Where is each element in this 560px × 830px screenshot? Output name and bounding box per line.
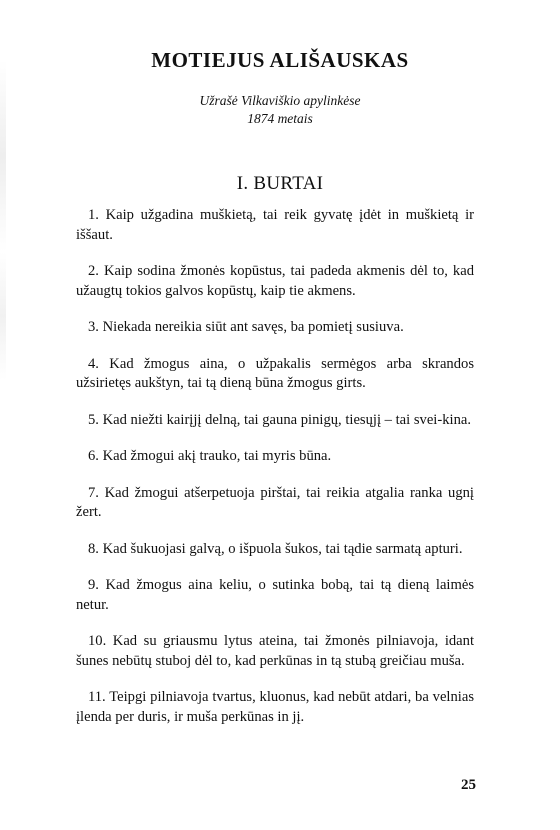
list-item: 3. Niekada nereikia siūt ant savęs, ba pomietį susiuva.: [88, 319, 404, 335]
list-item: 11. Teipgi pilniavoja tvartus, kluonus, kad nebūt atdari, ba velnias įlenda per duris, ir muša perkūnas in jį.: [76, 689, 474, 725]
list-item: 10. Kad su griausmu lytus ateina, tai žmonės pilniavoja, idant šunes nebūtų stuboj dėl to, kad perkūnas in tą stubą greičiau muša.: [76, 633, 474, 669]
subtitle: [0, 92, 560, 128]
section-heading: I. BURTAI: [236, 173, 324, 194]
author-heading: MOTIEJUS ALIŠAUSKAS: [151, 48, 409, 72]
list-item: 8. Kad šukuojasi galvą, o išpuola šukos, tai tądie sarmatą apturi.: [88, 540, 463, 557]
list-item: 4. Kad žmogus aina, o užpakalis sermėgos arba skrandos užsirietęs aukštyn, tai tą dieną būna žmogus girts.: [76, 355, 474, 391]
subtitle-line-2: 1874 metais: [247, 111, 313, 126]
subtitle-line-1: Užrašė Vilkaviškio apylinkėse: [199, 93, 361, 108]
list-item: 5. Kad niežti kairįjį delną, tai gauna pinigų, tiesųjį – tai svei-kina.: [88, 411, 471, 428]
page-number: 25: [461, 777, 476, 793]
list-item: 6. Kad žmogui akį trauko, tai myris būna.: [88, 448, 332, 464]
list-item: 7. Kad žmogui atšerpetuoja pirštai, tai reikia atgalia ranka ugnį žert.: [76, 484, 474, 520]
item-list: [76, 206, 474, 744]
list-item: 2. Kaip sodina žmonės kopūstus, tai padeda akmenis dėl to, kad užaugtų tokios galvos kopūstų, kaip tie akmens.: [76, 263, 474, 299]
list-item: 1. Kaip užgadina muškietą, tai reik gyvatę įdėt in muškietą ir iššaut.: [76, 207, 474, 243]
list-item: 9. Kad žmogus aina keliu, o sutinka bobą, tai tą dieną laimės netur.: [76, 577, 474, 613]
